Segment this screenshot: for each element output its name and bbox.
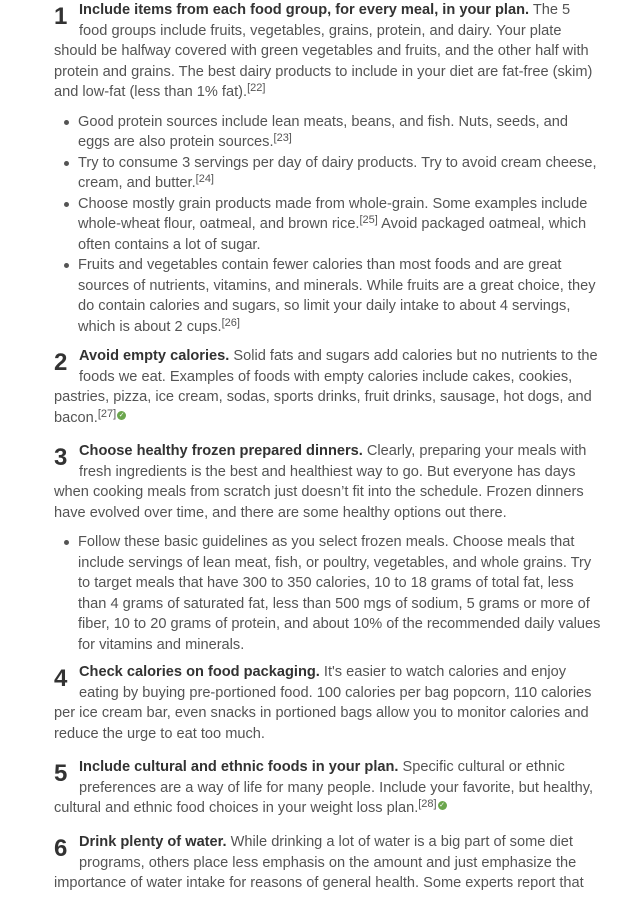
step-title: Check calories on food packaging. [79,664,320,680]
step-2 [54,346,602,428]
citation-link[interactable]: [26] [221,316,240,329]
step-title: Drink plenty of water. [79,834,227,850]
bullet-text: Fruits and vegetables contain fewer calories than most foods and are great sources of nutrients, vitamins, and minerals. While fruits are a great choice, they do contain calories and sugars, so limit your daily intake to about 4 servings, which is about 2 cups. [78,257,596,335]
citation-link[interactable]: [27] [97,407,117,420]
step-number: 2 [54,349,68,376]
step-text [54,346,602,428]
step-number: 3 [54,444,68,471]
bullet-text: Choose mostly grain products made from whole-grain. Some examples include whole-wheat flour, oatmeal, and brown rice. [78,195,588,232]
bullet-text: Follow these basic guidelines as you select frozen meals. Choose meals that include servings of lean meat, fish, or poultry, vegetables, and whole grains. Try to target meals that have 300 to 350 calories, 10 to 18 grams of total fat, less than 4 grams of saturated fat, less than 500 mgs of sodium, 5 grams or more of fiber, 10 to 20 grams of protein, and about 10% of the recommended daily values for vitamins and minerals. [78,534,601,653]
step-1 [54,0,602,337]
citation-link[interactable]: [24] [195,173,214,185]
list-item [54,112,602,153]
citation-link[interactable]: [22] [247,82,266,94]
list-item [54,255,602,337]
step-body: Clearly, preparing your meals with fresh ingredients is the best and healthiest way to go. But everyone has days when cooking meals from scratch just doesn’t fit into the schedule. Frozen dinners have evolved over time, and there are some healthy options out there. [54,443,587,521]
step-number: 4 [54,665,68,692]
step-text [54,441,602,523]
step-body: The 5 food groups include fruits, vegetables, grains, protein, and dairy. Your plate should be halfway covered with green vegetables and fruits, and the other half with protein and grains. The best dairy products to include in your diet are fat-free (skim) and low-fat (less than 1% fat). [54,2,593,100]
step-3 [54,441,602,655]
citation-link[interactable]: [25] [359,214,378,226]
step-6 [54,832,602,894]
step-text [54,662,602,744]
bullet-text: Good protein sources include lean meats, beans, and fish. Nuts, seeds, and eggs are also protein sources. [78,113,568,150]
step-title: Avoid empty calories. [79,348,230,364]
step-title: Include items from each food group, for every meal, in your plan. [79,2,530,18]
citation-link[interactable]: [23] [273,132,292,144]
bullet-list [54,532,602,655]
step-text [54,832,602,894]
step-number: 1 [54,3,68,30]
bullet-list [54,112,602,338]
step-5 [54,757,602,819]
step-text [54,757,602,819]
step-body: Solid fats and sugars add calories but no nutrients to the foods we eat. Examples of foods with empty calories include cakes, cookies, pastries, pizza, ice cream, sodas, sports drinks, fruit drinks, sausage, hot dogs, and bacon. [54,348,598,426]
list-item [54,153,602,194]
list-item [54,194,602,256]
step-text [54,0,602,103]
citation-link[interactable]: [28] [418,798,437,810]
step-4 [54,662,602,744]
check-circle-icon[interactable]: ✓ [439,802,446,809]
check-circle-icon[interactable]: ✓ [118,411,125,419]
list-item [54,532,602,655]
step-number: 5 [54,760,68,787]
step-body: It's easier to watch calories and enjoy eating by buying pre-portioned food. 100 calories per bag popcorn, 110 calories per ice cream bar, even snacks in portioned bags allow you to monitor calories and reduce the urge to eat too much. [54,664,592,742]
step-body: Specific cultural or ethnic preferences are a way of life for many people. Include your favorite, but healthy, cultural and ethnic food choices in your weight loss plan. [54,759,594,816]
step-body: While drinking a lot of water is a big part of some diet programs, others place less emphasis on the amount and just emphasize the importance of water intake for reasons of general health. Some experts report that [54,834,584,891]
bullet-text: Try to consume 3 servings per day of dairy products. Try to avoid cream cheese, cream, and butter. [78,154,597,191]
step-number: 6 [54,835,68,862]
step-title: Choose healthy frozen prepared dinners. [79,443,363,459]
bullet-text: Avoid packaged oatmeal, which often contains a lot of sugar. [78,216,587,253]
step-title: Include cultural and ethnic foods in your plan. [79,759,399,775]
